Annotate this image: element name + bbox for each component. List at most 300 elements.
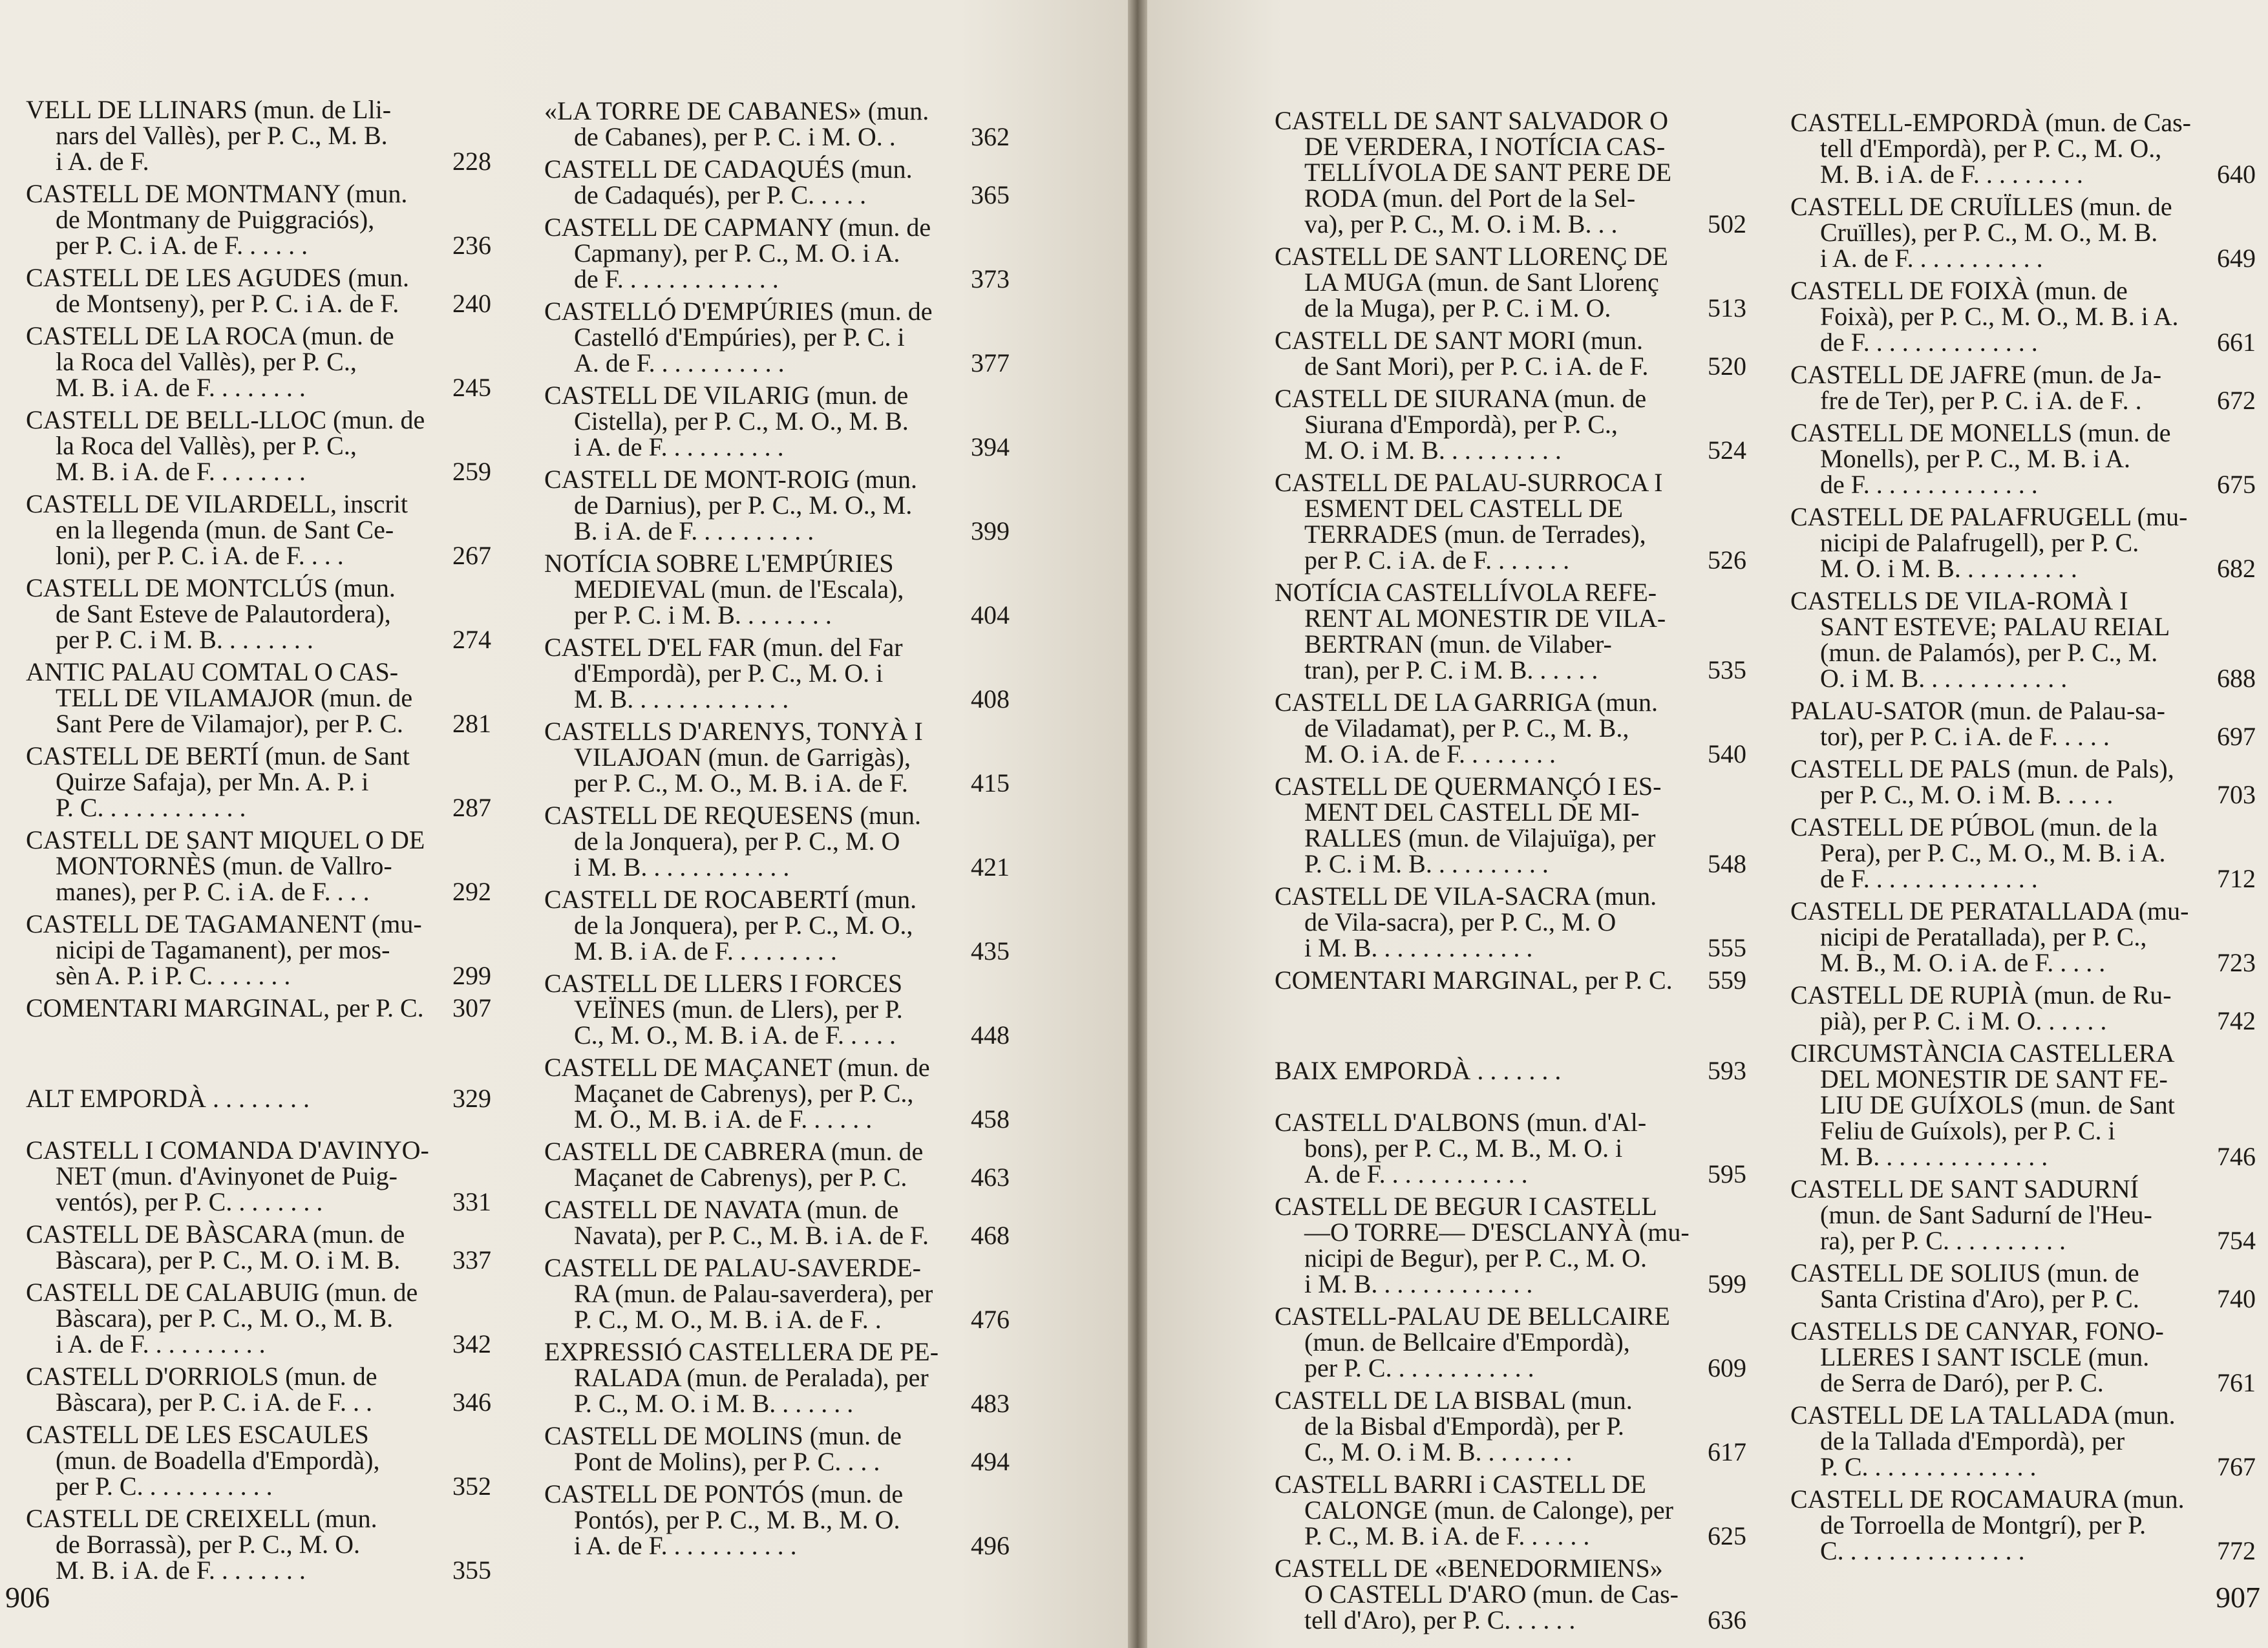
entry-line: TELLÍVOLA DE SANT PERE DE [1304,158,1672,187]
entry-line: CASTELLS DE VILA-ROMÀ I [1790,586,2128,615]
index-entry [1275,1472,1746,1549]
entry-page-number: 555 [1708,933,1746,962]
entry-line: ra), per P. C. . . . . . . . . . [1820,1226,2066,1255]
index-entry [1790,1176,2256,1254]
entry-line: M. B. . . . . . . . . . . . . . [1820,1142,2048,1171]
entry-line: Bàscara), per P. C., M. O. i M. B. [56,1245,401,1274]
entry-line: CASTELL DE FOIXÀ (mun. de [1790,276,2128,305]
entry-line: i M. B. . . . . . . . . . . . . [1304,933,1533,962]
entry-page-number: 649 [2217,244,2256,273]
index-entry [26,995,491,1021]
entry-line: EXPRESSIÓ CASTELLERA DE PE- [544,1337,939,1366]
entry-line: «LA TORRE DE CABANES» (mun. [544,96,929,125]
index-entry [26,1280,491,1357]
entry-page-number: 373 [971,264,1010,293]
entry-line: Bàscara), per P. C. i A. de F. . . [56,1388,373,1417]
entry-line: per P. C. i A. de F. . . . . . . [1304,545,1570,575]
entry-line: CASTELL DE ROCAMAURA (mun. [1790,1484,2185,1514]
entry-line: CASTELL DE MONELLS (mun. de [1790,418,2171,447]
entry-line: loni), per P. C. i A. de F. . . . [56,541,344,570]
entry-line: de F. . . . . . . . . . . . . . [1820,864,2038,893]
entry-line: de F. . . . . . . . . . . . . . [1820,470,2038,499]
index-entry [544,1423,1010,1475]
entry-line: (mun. de Sant Sadurní de l'Heu- [1820,1200,2152,1229]
entry-line: i M. B. . . . . . . . . . . . . [1304,1269,1533,1298]
index-entry [1275,1110,1746,1187]
entry-line: Pera), per P. C., M. O., M. B. i A. [1820,838,2166,867]
entry-line: i A. de F. . . . . . . . . . . [1820,244,2043,273]
entry-line: de Darnius), per P. C., M. O., M. [574,491,913,520]
entry-line: fre de Ter), per P. C. i A. de F. . [1820,386,2142,415]
entry-page-number: 458 [971,1104,1010,1134]
entry-page-number: 435 [971,936,1010,966]
entry-line: CASTELL DE MONTMANY (mun. [26,179,408,208]
index-entry [1790,194,2256,271]
index-entry [1790,898,2256,976]
index-entry [1790,110,2256,187]
entry-line: P. C. . . . . . . . . . . . [56,793,246,822]
entry-line: M. B. i A. de F. . . . . . . . . [1820,160,2083,189]
entry-line: nicipi de Begur), per P. C., M. O. [1304,1243,1647,1273]
entry-line: RODA (mun. del Port de la Sel- [1304,184,1636,213]
entry-line: LLERES I SANT ISCLE (mun. [1820,1342,2150,1371]
entry-page-number: 675 [2217,470,2256,499]
entry-page-number: 377 [971,348,1010,377]
entry-page-number: 404 [971,600,1010,629]
entry-line: CASTELL DE LA ROCA (mun. de [26,321,394,350]
entry-page-number: 468 [971,1221,1010,1250]
index-entry [1790,1260,2256,1312]
entry-line: la Roca del Vallès), per P. C., [56,431,357,460]
entry-page-number: 355 [452,1556,491,1585]
entry-line: CASTELL DE BERTÍ (mun. de Sant [26,741,410,770]
entry-line: VILAJOAN (mun. de Garrigàs), [574,743,911,772]
entry-line: CASTELL DE PERATALLADA (mu- [1790,896,2189,925]
entry-line: per P. C., M. O. i M. B. . . . . [1820,780,2114,809]
entry-line: de la Jonquera), per P. C., M. O [574,827,900,856]
index-entry [1275,1556,1746,1633]
entry-line: NOTÍCIA CASTELLÍVOLA REFE- [1275,578,1657,607]
index-entry [544,887,1010,964]
entry-page-number: 636 [1708,1605,1746,1634]
entry-line: CASTELL DE BEGUR I CASTELL [1275,1192,1657,1221]
entry-page-number: 408 [971,684,1010,713]
entry-line: i A. de F. . . . . . . . . . [56,1329,266,1358]
entry-line: CASTELL DE ROCABERTÍ (mun. [544,885,917,914]
section-spacer [26,1028,491,1086]
entry-line: CASTELLS D'ARENYS, TONYÀ I [544,717,923,746]
entry-page-number: 524 [1708,436,1746,465]
index-entry [1790,420,2256,498]
index-entry [1275,244,1746,321]
entry-line: nicipi de Tagamanent), per mos- [56,935,390,964]
entry-line: de Viladamat), per P. C., M. B., [1304,713,1629,743]
entry-line: DEL MONESTIR DE SANT FE- [1820,1064,2168,1093]
entry-page-number: 559 [1708,966,1746,995]
entry-page-number: 292 [452,877,491,906]
entry-line: Foixà), per P. C., M. O., M. B. i A. [1820,302,2179,331]
entry-page-number: 259 [452,457,491,486]
index-entry [26,911,491,989]
entry-page-number: 421 [971,852,1010,882]
entry-line: ESMENT DEL CASTELL DE [1304,494,1623,523]
entry-page-number: 548 [1708,849,1746,878]
index-entry [544,383,1010,460]
entry-line: CASTELL DE MOLINS (mun. de [544,1421,902,1450]
entry-line: Castelló d'Empúries), per P. C. i [574,322,905,352]
entry-page-number: 672 [2217,386,2256,415]
entry-page-number: 331 [452,1187,491,1216]
entry-line: CASTELL DE PALS (mun. de Pals), [1790,754,2174,783]
entry-line: Capmany), per P. C., M. O. i A. [574,238,900,268]
section-title: BAIX EMPORDÀ . . . . . . . [1275,1056,1562,1085]
entry-line: VEÏNES (mun. de Llers), per P. [574,995,903,1024]
entry-page-number: 740 [2217,1284,2256,1313]
entry-page-number: 463 [971,1163,1010,1192]
entry-line: CASTELL DE VILA-SACRA (mun. [1275,882,1657,911]
index-entry [1275,470,1746,573]
entry-line: per P. C. i A. de F. . . . . . [56,231,308,260]
entry-line: —O TORRE— D'ESCLANYÀ (mu- [1304,1218,1690,1247]
entry-line: CASTELL DE SANT LLORENÇ DE [1275,242,1668,271]
entry-line: CASTELL DE LES ESCAULES [26,1420,369,1449]
entry-line: MENT DEL CASTELL DE MI- [1304,798,1640,827]
entry-line: CASTELL DE PÚBOL (mun. de la [1790,812,2158,841]
entry-line: CASTELL DE RUPIÀ (mun. de Ru- [1790,980,2172,1009]
entry-line: de F. . . . . . . . . . . . . [574,264,779,293]
entry-line: NET (mun. d'Avinyonet de Puig- [56,1161,398,1190]
entry-line: tor), per P. C. i A. de F. . . . . [1820,722,2110,751]
entry-line: CASTELL DE LA BISBAL (mun. [1275,1386,1633,1415]
entry-page-number: 346 [452,1388,491,1417]
entry-line: i A. de F. [56,147,149,176]
index-entry [544,1055,1010,1132]
entry-page-number: 448 [971,1020,1010,1050]
entry-line: RENT AL MONESTIR DE VILA- [1304,604,1666,633]
index-entry [1790,588,2256,692]
index-entry [1275,883,1746,961]
entry-line: CASTELL DE MONT-ROIG (mun. [544,465,918,494]
entry-line: CASTELL DE NAVATA (mun. de [544,1195,899,1224]
entry-line: CIRCUMSTÀNCIA CASTELLERA [1790,1039,2175,1068]
index-entry [26,575,491,653]
entry-line: MONTORNÈS (mun. de Vallro- [56,851,392,880]
entry-line: CASTELLÓ D'EMPÚRIES (mun. de [544,297,933,326]
entry-line: la Roca del Vallès), per P. C., [56,347,357,376]
entry-page-number: 236 [452,231,491,260]
entry-line: i A. de F. . . . . . . . . . . [574,1531,797,1560]
section-spacer [1275,1000,1746,1058]
left-column-2 [544,98,1010,1565]
entry-page-number: 640 [2217,160,2256,189]
entry-line: Pont de Molins), per P. C. . . . [574,1447,880,1476]
entry-line: manes), per P. C. i A. de F. . . . [56,877,370,906]
entry-line: de Cadaqués), per P. C. . . . . [574,180,867,209]
entry-page-number: 287 [452,793,491,822]
entry-line: ventós), per P. C. . . . . . . . [56,1187,323,1216]
entry-page-number: 661 [2217,328,2256,357]
entry-line: B. i A. de F. . . . . . . . . . [574,516,814,545]
entry-page-number: 362 [971,122,1010,151]
entry-line: CASTELL DE «BENEDORMIENS» [1275,1554,1663,1583]
entry-page-number: 712 [2217,864,2256,893]
entry-line: de Montmany de Puiggraciós), [56,205,375,234]
entry-line: per P. C. i M. B. . . . . . . . [574,600,832,629]
entry-line: Quirze Safaja), per Mn. A. P. i [56,767,369,796]
entry-line: CASTELL BARRI i CASTELL DE [1275,1470,1646,1499]
index-entry [544,98,1010,150]
section-page-number: 329 [452,1084,491,1113]
entry-line: de la Bisbal d'Empordà), per P. [1304,1411,1624,1441]
entry-page-number: 723 [2217,948,2256,977]
index-entry [1275,386,1746,463]
index-entry [544,1139,1010,1190]
entry-line: CASTELL DE SANT SALVADOR O [1275,106,1668,135]
entry-line: M. B. . . . . . . . . . . . . [574,684,789,713]
entry-line: P. C. . . . . . . . . . . . . . [1820,1452,2037,1481]
entry-line: CASTELL DE LES AGUDES (mun. [26,263,409,292]
index-entry [544,215,1010,292]
right-page [1147,0,2268,1648]
index-entry [1790,982,2256,1034]
index-entry [1790,698,2256,750]
entry-page-number: 274 [452,625,491,654]
entry-line: BERTRAN (mun. de Vilaber- [1304,629,1612,659]
index-entry [26,827,491,905]
entry-line: pià), per P. C. i M. O. . . . . . [1820,1006,2107,1035]
book-gutter [1128,0,1147,1648]
entry-line: CASTELL DE VILARIG (mun. de [544,381,909,410]
index-entry [1790,504,2256,582]
entry-line: CASTELL DE PALAFRUGELL (mu- [1790,502,2188,531]
entry-line: DE VERDERA, I NOTÍCIA CAS- [1304,132,1666,161]
index-entry [1275,328,1746,379]
entry-line: C. . . . . . . . . . . . . . . [1820,1536,2025,1565]
entry-page-number: 526 [1708,545,1746,575]
page-number-left: 906 [5,1581,50,1614]
index-entry [544,551,1010,628]
entry-line: i M. B. . . . . . . . . . . . [574,852,790,882]
entry-page-number: 245 [452,373,491,402]
entry-line: nars del Vallès), per P. C., M. B. [56,121,388,150]
entry-line: CASTELL DE LA TALLADA (mun. [1790,1400,2176,1430]
index-entry [26,1506,491,1583]
entry-line: per P. C. . . . . . . . . . . . [1304,1353,1534,1382]
section-page-number: 593 [1708,1056,1746,1085]
entry-line: d'Empordà), per P. C., M. O. i [574,659,884,688]
entry-line: PALAU-SATOR (mun. de Palau-sa- [1790,696,2165,725]
entry-line: MEDIEVAL (mun. de l'Escala), [574,575,904,604]
entry-page-number: 476 [971,1305,1010,1334]
index-entry [26,1221,491,1273]
entry-page-number: 365 [971,180,1010,209]
entry-line: CASTELL DE SANT MIQUEL O DE [26,825,425,854]
entry-page-number: 267 [452,541,491,570]
entry-line: per P. C., M. O., M. B. i A. de F. [574,768,908,798]
entry-line: A. de F. . . . . . . . . . . [574,348,785,377]
index-entry [26,1137,491,1215]
entry-line: CALONGE (mun. de Calonge), per [1304,1495,1673,1525]
entry-page-number: 609 [1708,1353,1746,1382]
index-entry [1790,1041,2256,1170]
entry-line: de la Jonquera), per P. C., M. O., [574,911,913,940]
index-entry [1790,814,2256,892]
entry-line: CASTELL DE LLERS I FORCES [544,969,903,998]
index-entry [544,1481,1010,1559]
entry-line: CASTELL DE CALABUIG (mun. de [26,1278,418,1307]
entry-line: bons), per P. C., M. B., M. O. i [1304,1134,1623,1163]
entry-line: CASTELL DE CABRERA (mun. de [544,1137,924,1166]
entry-line: SANT ESTEVE; PALAU REIAL [1820,612,2170,641]
entry-line: CASTELL DE MAÇANET (mun. de [544,1053,930,1082]
entry-line: de Montseny), per P. C. i A. de F. [56,289,399,318]
entry-line: ANTIC PALAU COMTAL O CAS- [26,657,399,686]
index-entry [544,803,1010,880]
index-entry [1275,690,1746,767]
entry-line: LA MUGA (mun. de Sant Llorenç [1304,268,1659,297]
entry-page-number: 617 [1708,1437,1746,1466]
entry-line: CASTEL D'EL FAR (mun. del Far [544,633,903,662]
entry-line: tell d'Aro), per P. C. . . . . . [1304,1605,1576,1634]
entry-page-number: 520 [1708,352,1746,381]
right-column-1 [1275,108,1746,1640]
entry-line: Cruïlles), per P. C., M. O., M. B. [1820,218,2158,247]
entry-line: CASTELL DE QUERMANÇÓ I ES- [1275,772,1662,801]
entry-line: Maçanet de Cabrenys), per P. C. [574,1163,907,1192]
entry-line: per P. C. . . . . . . . . . . [56,1472,273,1501]
entry-page-number: 746 [2217,1142,2256,1171]
index-entry [1790,756,2256,808]
entry-page-number: 281 [452,709,491,738]
index-entry [544,299,1010,376]
entry-line: Pontós), per P. C., M. B., M. O. [574,1505,900,1534]
section-heading [26,1086,491,1112]
entry-line: TERRADES (mun. de Terrades), [1304,520,1646,549]
section-title: ALT EMPORDÀ . . . . . . . . [26,1084,310,1113]
entry-line: O. i M. B. . . . . . . . . . . . [1820,664,2068,693]
entry-page-number: 513 [1708,293,1746,322]
index-entry [544,1255,1010,1333]
index-entry [544,467,1010,544]
left-column-1 [26,97,491,1590]
entry-line: CASTELL DE TAGAMANENT (mu- [26,909,422,938]
index-entry [26,265,491,317]
entry-page-number: 394 [971,432,1010,461]
entry-line: de la Tallada d'Empordà), per [1820,1426,2125,1455]
page-number-right: 907 [2216,1581,2260,1614]
entry-line: C., M. O., M. B. i A. de F. . . . . [574,1020,896,1050]
entry-line: CASTELL DE JAFRE (mun. de Ja- [1790,360,2162,389]
entry-line: CASTELL DE PONTÓS (mun. de [544,1479,904,1508]
left-page [0,0,1128,1648]
entry-line: sèn A. P. i P. C. . . . . . . [56,961,291,990]
entry-line: COMENTARI MARGINAL, per P. C. [1275,966,1673,995]
index-entry [544,719,1010,796]
entry-line: CASTELL DE MONTCLÚS (mun. [26,573,396,602]
entry-line: A. de F. . . . . . . . . . . . [1304,1159,1528,1188]
entry-line: Siurana d'Empordà), per P. C., [1304,410,1618,439]
entry-line: per P. C. i M. B. . . . . . . . [56,625,313,654]
entry-line: de Borrassà), per P. C., M. O. [56,1530,361,1559]
entry-line: de la Muga), per P. C. i M. O. [1304,293,1611,322]
entry-line: Navata), per P. C., M. B. i A. de F. [574,1221,929,1250]
entry-line: tell d'Empordà), per P. C., M. O., [1820,134,2162,163]
index-entry [26,97,491,174]
entry-page-number: 682 [2217,554,2256,583]
entry-line: CASTELL DE CRUÏLLES (mun. de [1790,192,2172,221]
entry-page-number: 535 [1708,655,1746,684]
entry-line: P. C. i M. B. . . . . . . . . . [1304,849,1549,878]
index-entry [1275,774,1746,877]
entry-line: M. B., M. O. i A. de F. . . . . [1820,948,2106,977]
entry-line: CASTELL DE PALAU-SURROCA I [1275,468,1663,497]
entry-page-number: 337 [452,1245,491,1274]
entry-line: CASTELL DE SIURANA (mun. de [1275,384,1647,413]
index-entry [1790,1402,2256,1480]
entry-page-number: 342 [452,1329,491,1358]
entry-line: nicipi de Peratallada), per P. C., [1820,922,2147,951]
entry-line: P. C., M. O. i M. B. . . . . . . [574,1389,854,1418]
entry-line: de Sant Mori), per P. C. i A. de F. [1304,352,1649,381]
entry-page-number: 697 [2217,722,2256,751]
entry-page-number: 772 [2217,1536,2256,1565]
entry-line: M. B. i A. de F. . . . . . . . [56,457,306,486]
entry-line: O CASTELL D'ARO (mun. de Cas- [1304,1579,1679,1609]
entry-line: CASTELL DE BÀSCARA (mun. de [26,1220,405,1249]
entry-line: VELL DE LLINARS (mun. de Lli- [26,95,392,124]
entry-line: CASTELL DE SOLIUS (mun. de [1790,1258,2139,1287]
entry-page-number: 496 [971,1531,1010,1560]
index-entry [1275,580,1746,683]
entry-page-number: 540 [1708,739,1746,768]
entry-line: COMENTARI MARGINAL, per P. C. [26,993,424,1022]
entry-line: de Sant Esteve de Palautordera), [56,599,391,628]
entry-page-number: 494 [971,1447,1010,1476]
index-entry [544,635,1010,712]
entry-page-number: 399 [971,516,1010,545]
entry-line: Santa Cristina d'Aro), per P. C. [1820,1284,2139,1313]
entry-line: nicipi de Palafrugell), per P. C. [1820,528,2139,557]
entry-line: CASTELL DE LA GARRIGA (mun. [1275,688,1658,717]
index-entry [26,181,491,259]
entry-page-number: 415 [971,768,1010,798]
entry-line: Cistella), per P. C., M. O., M. B. [574,407,909,436]
entry-line: LIU DE GUÍXOLS (mun. de Sant [1820,1090,2175,1119]
entry-page-number: 761 [2217,1368,2256,1397]
entry-line: (mun. de Palamós), per P. C., M. [1820,638,2158,667]
entry-line: NOTÍCIA SOBRE L'EMPÚRIES [544,549,894,578]
entry-line: CASTELL DE PALAU-SAVERDE- [544,1253,921,1282]
entry-line: CASTELL DE SANT MORI (mun. [1275,326,1643,355]
entry-line: M. B. i A. de F. . . . . . . . [56,1556,306,1585]
entry-page-number: 228 [452,147,491,176]
index-entry [26,323,491,401]
entry-line: CASTELL-PALAU DE BELLCAIRE [1275,1302,1670,1331]
index-entry [1275,1194,1746,1297]
entry-page-number: 767 [2217,1452,2256,1481]
entry-line: (mun. de Boadella d'Empordà), [56,1446,380,1475]
entry-line: TELL DE VILAMAJOR (mun. de [56,683,413,712]
entry-page-number: 742 [2217,1006,2256,1035]
entry-line: CASTELL DE CAPMANY (mun. de [544,213,931,242]
entry-line: de F. . . . . . . . . . . . . . [1820,328,2038,357]
index-entry [544,1339,1010,1417]
index-entry [544,156,1010,208]
right-column-2 [1790,110,2256,1570]
entry-page-number: 502 [1708,209,1746,238]
entry-line: Maçanet de Cabrenys), per P. C., [574,1079,914,1108]
index-entry [1275,1388,1746,1465]
